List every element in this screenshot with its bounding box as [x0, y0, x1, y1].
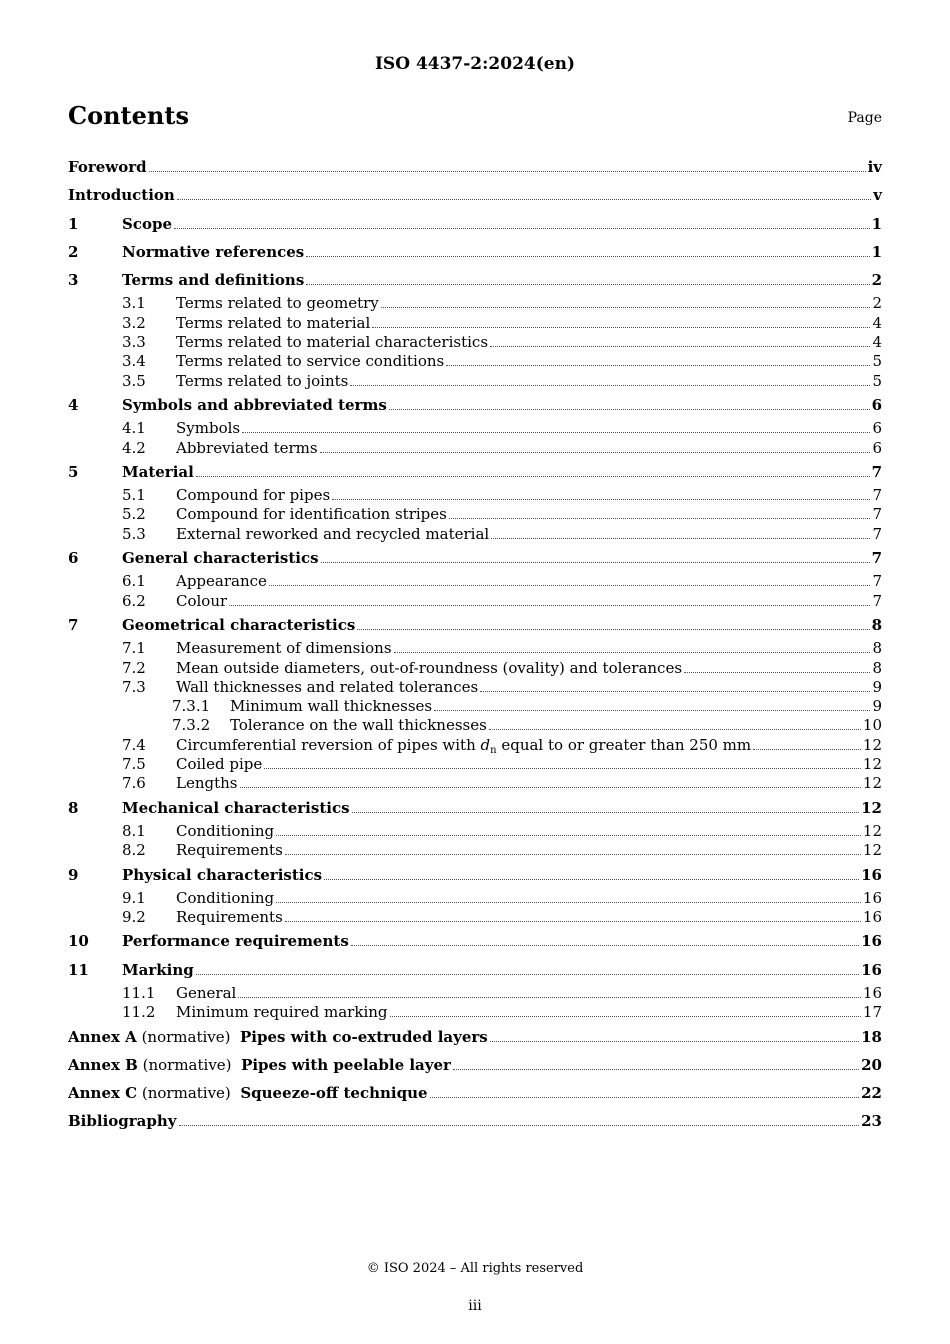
toc-entry-page: 9 — [872, 677, 882, 696]
toc-entry-page: 12 — [862, 841, 882, 860]
toc-entry-number: 7.1 — [122, 639, 146, 658]
toc-entry-title: Tolerance on the wall thicknesses — [230, 716, 487, 735]
dot-leader — [390, 1005, 861, 1018]
toc-entry-title: Physical characteristics — [122, 865, 323, 884]
toc-entry-title: Appearance — [176, 572, 267, 591]
toc-entry-title: Foreword — [68, 158, 147, 176]
toc-entry-number: 11.1 — [122, 983, 156, 1002]
dot-leader — [196, 962, 859, 975]
toc-entry-page: 6 — [871, 395, 882, 414]
toc-entry-title: Symbols — [176, 419, 241, 438]
dot-leader — [489, 718, 861, 731]
toc-entry-page: 2 — [871, 271, 882, 290]
dot-leader — [453, 1057, 859, 1070]
toc-entry-page: 4 — [872, 313, 882, 332]
toc-entry-page: 6 — [872, 419, 882, 438]
dot-leader — [332, 487, 870, 500]
dot-leader — [238, 985, 861, 998]
toc-entry-page: 12 — [861, 798, 882, 817]
dot-leader — [306, 273, 869, 286]
dot-leader — [372, 315, 870, 328]
toc-entry[interactable] — [68, 153, 882, 181]
toc-entry-number: 10 — [68, 932, 89, 951]
toc-entry-number: 5.2 — [122, 505, 146, 524]
toc-entry-number: 7 — [68, 615, 79, 634]
toc-entry[interactable] — [68, 659, 882, 678]
toc-entry[interactable] — [68, 1107, 882, 1135]
toc-entry[interactable] — [68, 419, 882, 438]
toc-entry-page: 22 — [861, 1084, 882, 1103]
toc-entry-page: 16 — [862, 908, 882, 927]
toc-entry-title — [68, 1023, 488, 1051]
dot-leader — [229, 593, 870, 606]
toc-entry-number: 5.3 — [122, 524, 146, 543]
annex-type: (normative) — [137, 1084, 241, 1103]
toc-entry[interactable] — [68, 486, 882, 505]
dot-leader — [276, 823, 861, 836]
toc-entry[interactable] — [68, 794, 882, 822]
toc-entry-number: 8.1 — [122, 821, 146, 840]
toc-entry-number: 9.2 — [122, 908, 146, 927]
dot-leader — [480, 679, 870, 692]
toc-entry-number: 7.3.1 — [172, 697, 211, 716]
dot-leader — [490, 334, 870, 347]
dot-leader — [394, 641, 871, 654]
toc-entry-title: Mechanical characteristics — [122, 798, 350, 817]
toc-entry-page: 12 — [862, 821, 882, 840]
toc-entry[interactable] — [68, 639, 882, 658]
toc-entry[interactable] — [68, 266, 882, 294]
toc-entry-number: 4.2 — [122, 438, 146, 457]
toc-entry-page: 7 — [871, 549, 882, 568]
toc-entry-title: Bibliography — [68, 1112, 177, 1131]
dot-leader — [434, 698, 870, 711]
dot-leader — [196, 464, 870, 477]
toc-entry[interactable] — [68, 525, 882, 544]
toc-entry-title: Introduction — [68, 186, 175, 205]
toc-entry[interactable] — [68, 181, 882, 209]
toc-entry-title: Normative references — [122, 242, 305, 261]
toc-entry-number: 3.3 — [122, 333, 146, 352]
toc-entry-title: Symbols and abbreviated terms — [122, 395, 387, 414]
toc-entry[interactable] — [68, 861, 882, 889]
toc-entry[interactable] — [68, 841, 882, 860]
toc-entry-page: 18 — [861, 1027, 882, 1046]
toc-entry-title: Terms and definitions — [122, 271, 305, 290]
toc-entry-page: 7 — [872, 572, 882, 591]
dot-leader — [491, 526, 870, 539]
toc-entry[interactable] — [68, 908, 882, 927]
dot-leader — [242, 421, 870, 434]
toc-entry-number: 4.1 — [122, 419, 146, 438]
toc-entry-title: Terms related to geometry — [176, 294, 379, 313]
dot-leader — [320, 440, 871, 453]
dot-leader — [324, 867, 859, 880]
page-number: iii — [468, 1298, 482, 1314]
dot-leader — [306, 244, 869, 257]
toc-entry-title: Minimum wall thicknesses — [230, 697, 433, 716]
toc-entry-title: Conditioning — [176, 888, 275, 907]
toc-entry[interactable] — [68, 238, 882, 266]
toc-entry-page: 5 — [872, 371, 882, 390]
toc-entry-page: 8 — [871, 615, 882, 634]
toc-entry[interactable] — [68, 774, 882, 793]
toc-entry-title: Terms related to joints — [176, 371, 349, 390]
toc-entry[interactable] — [68, 439, 882, 458]
toc-entry-page: v — [873, 186, 882, 205]
toc-entry-number: 7.6 — [122, 774, 146, 793]
toc-entry-number: 6.2 — [122, 591, 146, 610]
toc-entry-number: 9 — [68, 865, 79, 884]
toc-entry-page: 12 — [862, 755, 882, 774]
toc-entry[interactable] — [68, 372, 882, 391]
toc-entry-page: 10 — [862, 716, 882, 735]
page-title: Contents — [68, 101, 189, 130]
toc-entry-title: Compound for identification stripes — [176, 505, 447, 524]
dot-leader — [149, 159, 866, 172]
dot-leader — [177, 188, 871, 201]
copyright-footer: © ISO 2024 – All rights reserved — [366, 1261, 584, 1276]
toc-entry[interactable] — [68, 927, 882, 955]
toc-entry[interactable] — [68, 716, 882, 735]
dot-leader — [352, 800, 860, 813]
toc-entry-page: 2 — [872, 294, 882, 313]
toc-entry-title — [68, 1079, 428, 1107]
toc-entry-page: 9 — [872, 697, 882, 716]
toc-entry[interactable] — [68, 956, 882, 984]
page-column-label: Page — [847, 110, 882, 126]
toc-entry-title: Mean outside diameters, out-of-roundness (ovality) and tolerances — [176, 658, 683, 677]
toc-entry-title: External reworked and recycled material — [176, 524, 490, 543]
toc-entry-page: 16 — [862, 983, 882, 1002]
toc-entry-number: 8.2 — [122, 841, 146, 860]
toc-entry-number: 3.2 — [122, 313, 146, 332]
toc-entry-number: 6.1 — [122, 572, 146, 591]
toc-entry[interactable] — [68, 210, 882, 238]
toc-entry[interactable] — [68, 458, 882, 486]
toc-entry-title: Terms related to material — [176, 313, 371, 332]
toc-entry-page: 16 — [861, 865, 882, 884]
toc-entry-page: 7 — [871, 462, 882, 481]
toc-entry[interactable] — [68, 1051, 882, 1079]
dot-leader — [179, 1114, 860, 1127]
table-of-contents — [68, 153, 882, 1136]
dot-leader — [449, 507, 871, 520]
toc-entry-title: Requirements — [176, 841, 283, 860]
annex-label: Annex A — [68, 1027, 137, 1046]
toc-entry-title: Marking — [122, 960, 194, 979]
dot-leader — [240, 776, 861, 789]
toc-entry-title: Lengths — [176, 774, 238, 793]
toc-entry[interactable] — [68, 592, 882, 611]
toc-entry-page: 7 — [872, 591, 882, 610]
toc-entry[interactable] — [68, 294, 882, 313]
dot-leader — [174, 216, 870, 229]
toc-entry[interactable] — [68, 352, 882, 371]
annex-title: Pipes with co-extruded layers — [240, 1027, 488, 1046]
toc-entry[interactable] — [68, 755, 882, 774]
annex-label: Annex C — [68, 1084, 138, 1103]
toc-entry-page: 12 — [862, 774, 882, 793]
toc-entry-number: 7.4 — [122, 735, 146, 754]
toc-entry-title: Circumferential reversion of pipes with $d_n$ equal to or greater than 250 mm — [176, 735, 752, 756]
dot-leader — [446, 354, 870, 367]
dot-leader — [389, 397, 870, 410]
toc-entry[interactable] — [68, 736, 882, 755]
toc-entry-page: 7 — [872, 486, 882, 505]
toc-entry-page: 23 — [861, 1112, 882, 1131]
annex-title: Pipes with peelable layer — [241, 1055, 451, 1074]
toc-entry-number: 7.3 — [122, 677, 146, 696]
toc-entry-page: 17 — [862, 1003, 882, 1022]
dot-leader — [350, 373, 870, 386]
toc-entry[interactable] — [68, 678, 882, 697]
toc-entry-title: Coiled pipe — [176, 755, 263, 774]
toc-entry-title: Measurement of dimensions — [176, 639, 392, 658]
dot-leader — [264, 756, 861, 769]
toc-entry[interactable] — [68, 822, 882, 841]
dot-leader — [490, 1029, 859, 1042]
document-header: ISO 4437-2:2024(en) — [374, 54, 575, 74]
toc-entry-number: 9.1 — [122, 888, 146, 907]
toc-entry[interactable] — [68, 572, 882, 591]
toc-entry-number: 7.3.2 — [172, 716, 211, 735]
toc-entry[interactable] — [68, 889, 882, 908]
dot-leader — [276, 890, 861, 903]
dot-leader — [285, 843, 861, 856]
toc-entry-page: 1 — [871, 214, 882, 233]
toc-entry[interactable] — [68, 1079, 882, 1107]
toc-entry-page: 8 — [872, 639, 882, 658]
dot-leader — [430, 1085, 860, 1098]
toc-entry-title: Minimum required marking — [176, 1003, 388, 1022]
toc-entry[interactable] — [68, 1023, 882, 1051]
toc-entry-title: Terms related to material characteristics — [176, 333, 489, 352]
dot-leader — [684, 660, 870, 673]
toc-entry-title: Material — [122, 462, 194, 481]
toc-entry-title: Scope — [122, 214, 173, 233]
toc-entry[interactable] — [68, 697, 882, 716]
toc-entry-title: Geometrical characteristics — [122, 615, 356, 634]
dot-leader — [269, 574, 871, 587]
toc-entry-number: 3.4 — [122, 352, 146, 371]
toc-entry-title: Wall thicknesses and related tolerances — [176, 677, 479, 696]
toc-entry[interactable] — [68, 505, 882, 524]
toc-entry-title: Requirements — [176, 908, 283, 927]
dot-leader — [753, 737, 861, 750]
toc-entry-number: 7.5 — [122, 755, 146, 774]
toc-entry-page: 16 — [861, 932, 882, 951]
toc-entry-number: 6 — [68, 549, 79, 568]
toc-entry-title: General — [176, 983, 237, 1002]
toc-entry-page: 16 — [862, 888, 882, 907]
toc-entry-page: iv — [867, 158, 882, 176]
toc-entry-page: 1 — [871, 242, 882, 261]
dot-leader — [381, 296, 871, 309]
toc-entry-number: 2 — [68, 242, 79, 261]
subscript-n: n — [490, 744, 497, 756]
toc-entry-page: 12 — [862, 735, 882, 754]
annex-type: (normative) — [136, 1027, 241, 1046]
toc-entry-page: 7 — [872, 524, 882, 543]
toc-entry[interactable] — [68, 544, 882, 572]
dot-leader — [351, 934, 859, 947]
dot-leader — [321, 550, 870, 563]
annex-title: Squeeze-off technique — [240, 1084, 428, 1103]
toc-entry-page: 20 — [861, 1055, 882, 1074]
dot-leader — [285, 909, 861, 922]
toc-entry[interactable] — [68, 1003, 882, 1022]
toc-entry-number: 3 — [68, 271, 79, 290]
toc-entry-title: Conditioning — [176, 821, 275, 840]
dot-leader — [357, 617, 869, 630]
toc-entry-page: 16 — [861, 960, 882, 979]
toc-entry[interactable] — [68, 984, 882, 1003]
toc-entry-number: 3.5 — [122, 371, 146, 390]
annex-type: (normative) — [137, 1055, 242, 1074]
toc-entry-title: Colour — [176, 591, 228, 610]
toc-entry-number: 4 — [68, 395, 79, 414]
toc-entry-title: Performance requirements — [122, 932, 349, 951]
toc-entry-title — [68, 1051, 451, 1079]
toc-entry[interactable] — [68, 611, 882, 639]
toc-entry-number: 5.1 — [122, 486, 146, 505]
toc-entry-number: 7.2 — [122, 658, 146, 677]
toc-entry-page: 6 — [872, 438, 882, 457]
toc-entry-title: Abbreviated terms — [176, 438, 318, 457]
toc-entry[interactable] — [68, 314, 882, 333]
annex-label: Annex B — [68, 1055, 138, 1074]
toc-entry-number: 1 — [68, 214, 79, 233]
toc-entry-page: 8 — [872, 658, 882, 677]
toc-entry-number: 11 — [68, 960, 89, 979]
toc-entry-page: 7 — [872, 505, 882, 524]
variable-d: d — [480, 735, 491, 754]
toc-entry-number: 5 — [68, 462, 79, 481]
toc-entry-title: Terms related to service conditions — [176, 352, 445, 371]
toc-entry[interactable] — [68, 333, 882, 352]
toc-entry-page: 5 — [872, 352, 882, 371]
toc-entry-page: 4 — [872, 333, 882, 352]
toc-entry[interactable] — [68, 391, 882, 419]
toc-entry-title: Compound for pipes — [176, 486, 331, 505]
toc-entry-number: 8 — [68, 798, 79, 817]
toc-entry-title: General characteristics — [122, 549, 319, 568]
toc-entry-number: 11.2 — [122, 1003, 156, 1022]
toc-entry-number: 3.1 — [122, 294, 146, 313]
